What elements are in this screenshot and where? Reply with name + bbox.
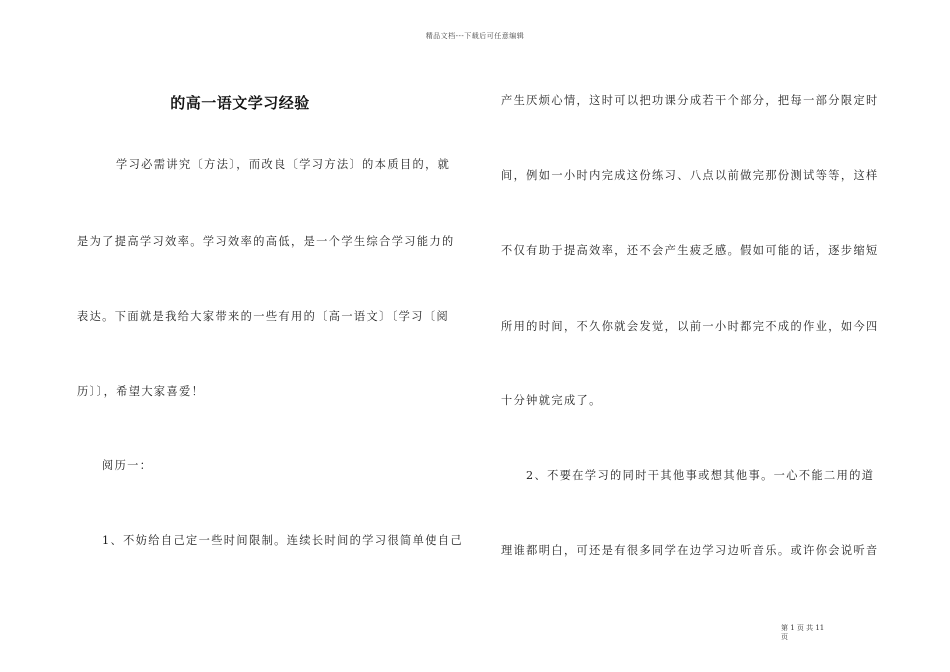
document-title: 的高一语文学习经验 [170,94,310,112]
right-paragraph-line-6: 2、不要在学习的同时干其他事或想其他事。一心不能二用的道 [526,469,875,482]
page-number [781,624,841,642]
left-paragraph-line-3: 表达。下面就是我给大家带来的一些有用的〔高一语文〕〔学习〔阅 [77,310,450,323]
page-number-line-1: 第 1 页 共 11 [781,624,825,632]
page-number-line-2: 页 [781,633,788,641]
right-paragraph-line-1: 产生厌烦心情，这时可以把功课分成若干个部分，把每一部分限定时 [501,94,879,107]
left-paragraph-line-6: 1、不妨给自己定一些时间限制。连续长时间的学习很简单使自己 [102,534,463,547]
right-paragraph-line-2: 间，例如一小时内完成这份练习、八点以前做完那份测试等等，这样 [501,169,879,182]
page-header: 精品文档---下载后可任意编辑 [425,32,525,40]
right-paragraph-line-4: 所用的时间，不久你就会发觉，以前一小时都完不成的作业，如今四 [501,320,879,333]
left-paragraph-line-1: 学习必需讲究〔方法〕，而改良〔学习方法〕的本质目的，就 [116,158,451,171]
left-paragraph-line-4: 历〕〕，希望大家喜爱！ [77,385,205,398]
right-paragraph-line-3: 不仅有助于提高效率，还不会产生疲乏感。假如可能的话，逐步缩短 [501,244,879,257]
left-paragraph-line-2: 是为了提高学习效率。学习效率的高低，是一个学生综合学习能力的 [77,235,455,248]
section-heading: 阅历一： [102,459,153,472]
right-paragraph-line-5: 十分钟就完成了。 [501,394,602,407]
right-paragraph-line-7: 理谁都明白，可还是有很多同学在边学习边听音乐。或许你会说听音 [501,544,879,557]
